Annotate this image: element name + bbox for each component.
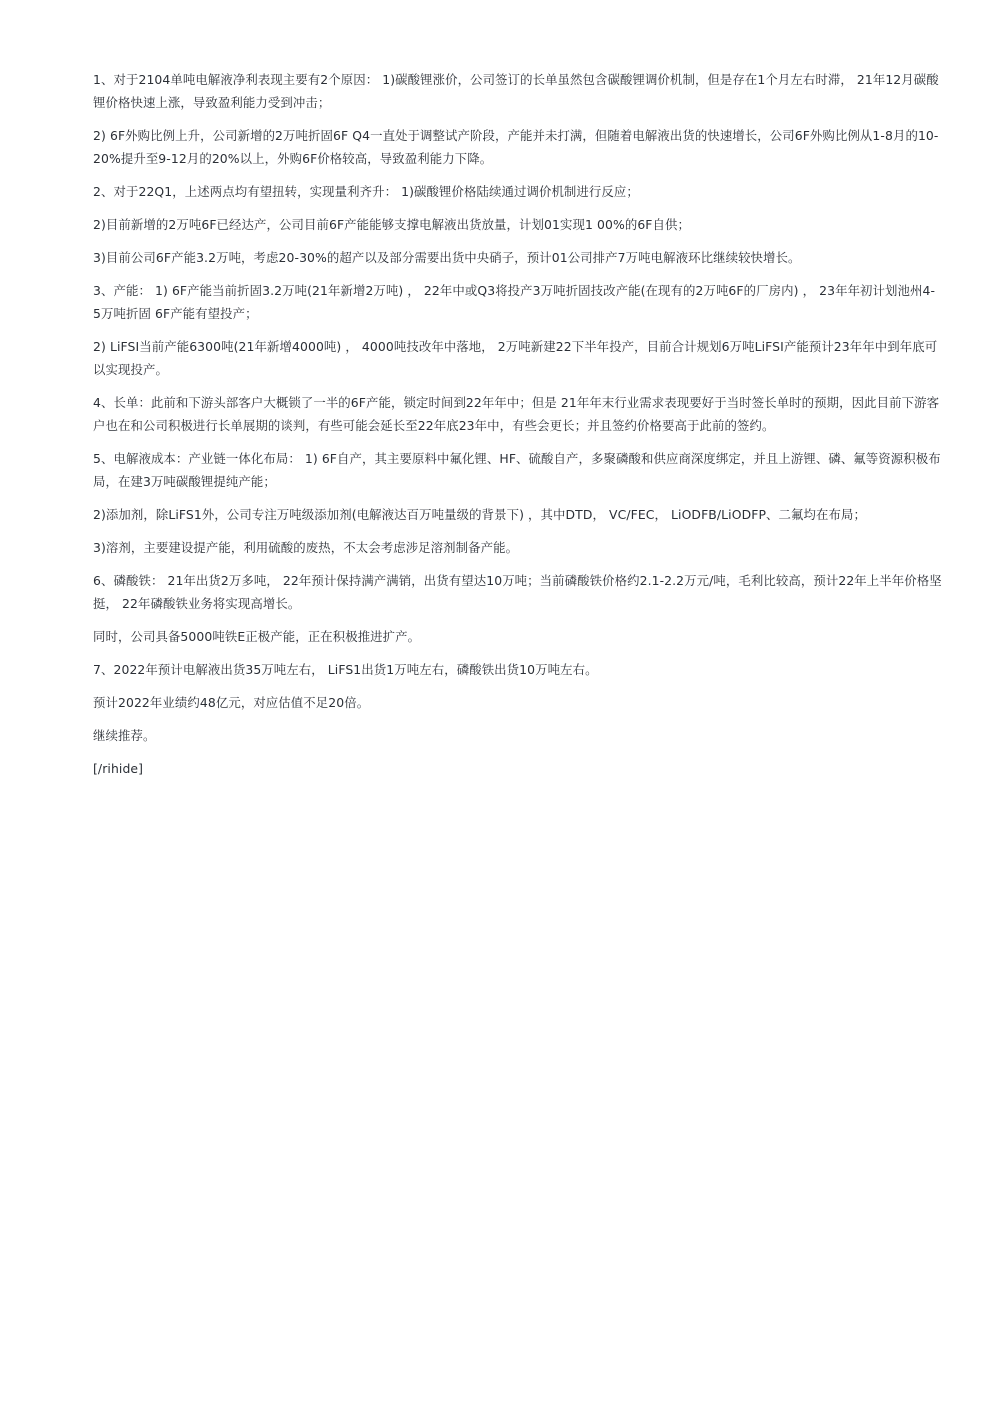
paragraph-rihide-tag: [/rihide]: [93, 761, 144, 776]
paragraph-solvents: 3)溶剂，主要建设提产能，利用硫酸的废热，不太会考虑涉足溶剂制备产能。: [93, 540, 519, 555]
paragraph-7-2022-forecast: 7、2022年预计电解液出货35万吨左右， LiFS1出货1万吨左右，磷酸铁出货10万吨左右。: [93, 662, 598, 677]
paragraph-6f-capacity-reached: 2)目前新增的2万吨6F已经达产，公司目前6F产能能够支撑电解液出货放量，计划01实现1 00%的6F自供；: [93, 217, 691, 232]
paragraph-2-22q1: 2、对于22Q1，上述两点均有望扭转，实现量利齐升： 1)碳酸锂价格陆续通过调价机制进行反应；: [93, 184, 639, 199]
paragraph-3-capacity: 3、产能： 1) 6F产能当前折固3.2万吨(21年新增2万吨) ， 22年中或Q3将投产3万吨折固技改产能(在现有的2万吨6F的厂房内) ， 23年年初计划池州4-5万吨折固 6F产能有望投产；: [93, 283, 936, 321]
paragraph-additives: 2)添加剂，除LiFS1外，公司专注万吨级添加剂(电解液达百万吨量级的背景下) ，其中DTD， VC/FEC， LiODFB/LiODFP、二氟均在布局；: [93, 507, 866, 522]
paragraph-lfp-cathode: 同时，公司具备5000吨铁E正极产能，正在积极推进扩产。: [93, 629, 421, 644]
document-body: [93, 68, 943, 790]
paragraph-6-iron-phosphate: 6、磷酸铁： 21年出货2万多吨， 22年预计保持满产满销，出货有望达10万吨；当前磷酸铁价格约2.1-2.2万元/吨，毛利比较高，预计22年上半年价格坚挺， 22年磷酸铁业务将实现高增长。: [93, 573, 942, 611]
paragraph-1-reasons: 1、对于2104单吨电解液净利表现主要有2个原因： 1)碳酸锂涨价，公司签订的长单虽然包含碳酸锂调价机制，但是存在1个月左右时滞， 21年12月碳酸锂价格快速上涨，导致盈利能力受到冲击；: [93, 72, 939, 110]
paragraph-lifsi-capacity: 2) LiFSI当前产能6300吨(21年新增4000吨) ， 4000吨技改年中落地， 2万吨新建22下半年投产，目前合计规划6万吨LiFSI产能预计23年年中到年底可以实现投产。: [93, 339, 938, 377]
paragraph-5-electrolyte-cost: 5、电解液成本：产业链一体化布局： 1) 6F自产，其主要原料中氟化锂、HF、硫酸自产，多聚磷酸和供应商深度绑定，并且上游锂、磷、氟等资源积极布局，在建3万吨碳酸锂提纯产能；: [93, 451, 941, 489]
paragraph-4-long-orders: 4、长单：此前和下游头部客户大概锁了一半的6F产能，锁定时间到22年年中；但是 21年年末行业需求表现要好于当时签长单时的预期，因此目前下游客户也在和公司积极进行长单展期的谈判，有些可能会延长至22年底23年中，有些会更长；并且签约价格要高于此前的签约。: [93, 395, 940, 433]
paragraph-6f-outsourcing: 2) 6F外购比例上升，公司新增的2万吨折固6F Q4一直处于调整试产阶段，产能并未打满，但随着电解液出货的快速增长，公司6F外购比例从1-8月的10-20%提升至9-12月的20%以上，外购6F价格较高，导致盈利能力下降。: [93, 128, 939, 166]
paragraph-6f-capacity-current: 3)目前公司6F产能3.2万吨，考虑20-30%的超产以及部分需要出货中央硝子，预计01公司排产7万吨电解液环比继续较快增长。: [93, 250, 801, 265]
paragraph-recommendation: 继续推荐。: [93, 728, 156, 743]
paragraph-earnings-forecast: 预计2022年业绩约48亿元，对应估值不足20倍。: [93, 695, 370, 710]
